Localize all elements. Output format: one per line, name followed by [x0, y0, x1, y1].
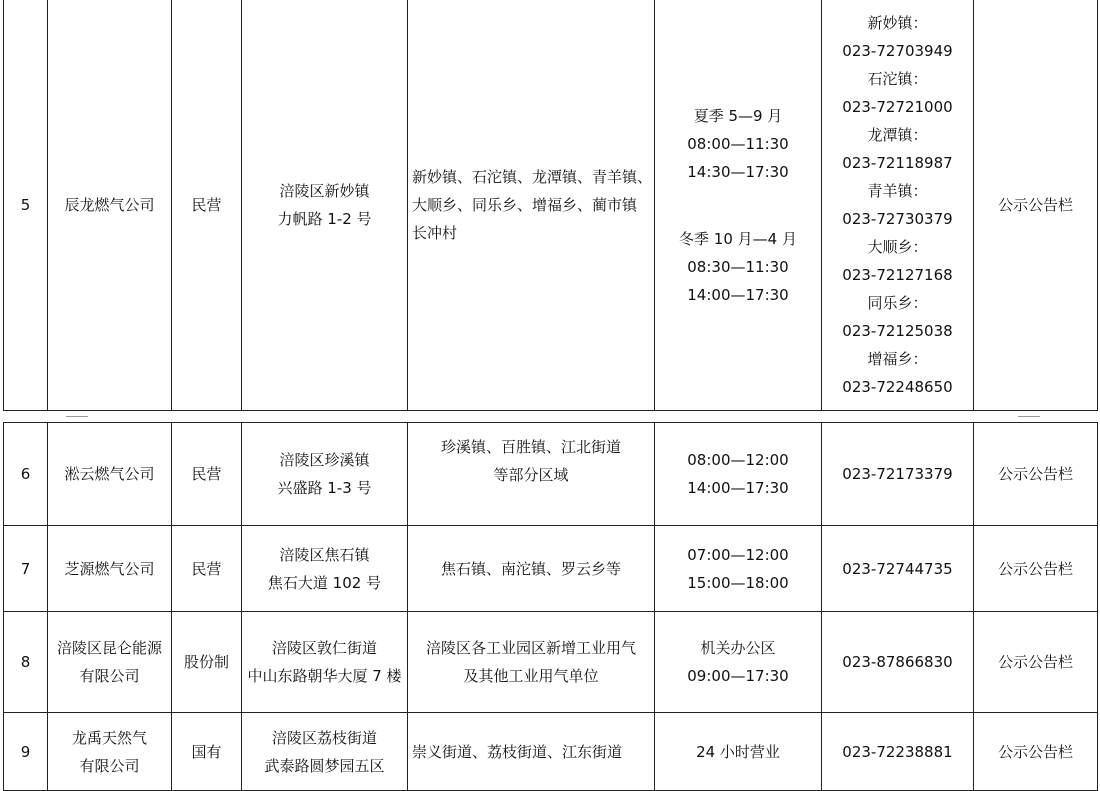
business-hours: 夏季 5—9 月 08:00—11:30 14:30—17:30 冬季 10 月—4 月 08:30—11:30 14:00—17:30 [655, 0, 822, 411]
gas-company-table-part-1 [3, 0, 1098, 411]
ownership-type: 民营 [172, 0, 242, 411]
row-number: 8 [4, 612, 48, 713]
table-row [4, 612, 1098, 713]
page-break-mark-right [1018, 416, 1040, 417]
contact-phones: 023-72744735 [822, 526, 974, 612]
table-row [4, 526, 1098, 612]
company-name: 辰龙燃气公司 [48, 0, 172, 411]
business-hours: 24 小时营业 [655, 713, 822, 791]
gas-company-table-part-2 [3, 422, 1098, 791]
business-hours: 机关办公区 09:00—17:30 [655, 612, 822, 713]
contact-phones: 023-72238881 [822, 713, 974, 791]
company-name: 淞云燃气公司 [48, 423, 172, 526]
notice-method: 公示公告栏 [974, 0, 1098, 411]
business-hours: 07:00—12:00 15:00—18:00 [655, 526, 822, 612]
row-number: 5 [4, 0, 48, 411]
contact-phones: 023-87866830 [822, 612, 974, 713]
table-row [4, 0, 1098, 411]
company-name: 芝源燃气公司 [48, 526, 172, 612]
ownership-type: 民营 [172, 526, 242, 612]
company-address: 涪陵区焦石镇 焦石大道 102 号 [242, 526, 408, 612]
company-name: 龙禹天然气 有限公司 [48, 713, 172, 791]
ownership-type: 民营 [172, 423, 242, 526]
company-address: 涪陵区敦仁街道 中山东路朝华大厦 7 楼 [242, 612, 408, 713]
table-row [4, 713, 1098, 791]
service-area: 崇义街道、荔枝街道、江东街道 [408, 713, 655, 791]
ownership-type: 国有 [172, 713, 242, 791]
company-name: 涪陵区昆仑能源 有限公司 [48, 612, 172, 713]
company-address: 涪陵区新妙镇 力帆路 1-2 号 [242, 0, 408, 411]
business-hours: 08:00—12:00 14:00—17:30 [655, 423, 822, 526]
row-number: 6 [4, 423, 48, 526]
service-area: 新妙镇、石沱镇、龙潭镇、青羊镇、 大顺乡、同乐乡、增福乡、蔺市镇 长冲村 [408, 0, 655, 411]
contact-phones: 023-72173379 [822, 423, 974, 526]
service-area: 涪陵区各工业园区新增工业用气 及其他工业用气单位 [408, 612, 655, 713]
contact-phones: 新妙镇： 023-72703949 石沱镇： 023-72721000 龙潭镇： 023-72118987 青羊镇： 023-72730379 大顺乡： 023-72127168 同乐乡： 023-72125038 增福乡： 023-72248650 [822, 0, 974, 411]
notice-method: 公示公告栏 [974, 612, 1098, 713]
company-address: 涪陵区荔枝街道 武泰路圆梦园五区 [242, 713, 408, 791]
company-address: 涪陵区珍溪镇 兴盛路 1-3 号 [242, 423, 408, 526]
notice-method: 公示公告栏 [974, 423, 1098, 526]
row-number: 7 [4, 526, 48, 612]
service-area: 珍溪镇、百胜镇、江北街道 等部分区域 [408, 423, 655, 526]
table-row [4, 423, 1098, 526]
notice-method: 公示公告栏 [974, 713, 1098, 791]
row-number: 9 [4, 713, 48, 791]
ownership-type: 股份制 [172, 612, 242, 713]
notice-method: 公示公告栏 [974, 526, 1098, 612]
page-break-mark-left [66, 416, 88, 417]
service-area: 焦石镇、南沱镇、罗云乡等 [408, 526, 655, 612]
